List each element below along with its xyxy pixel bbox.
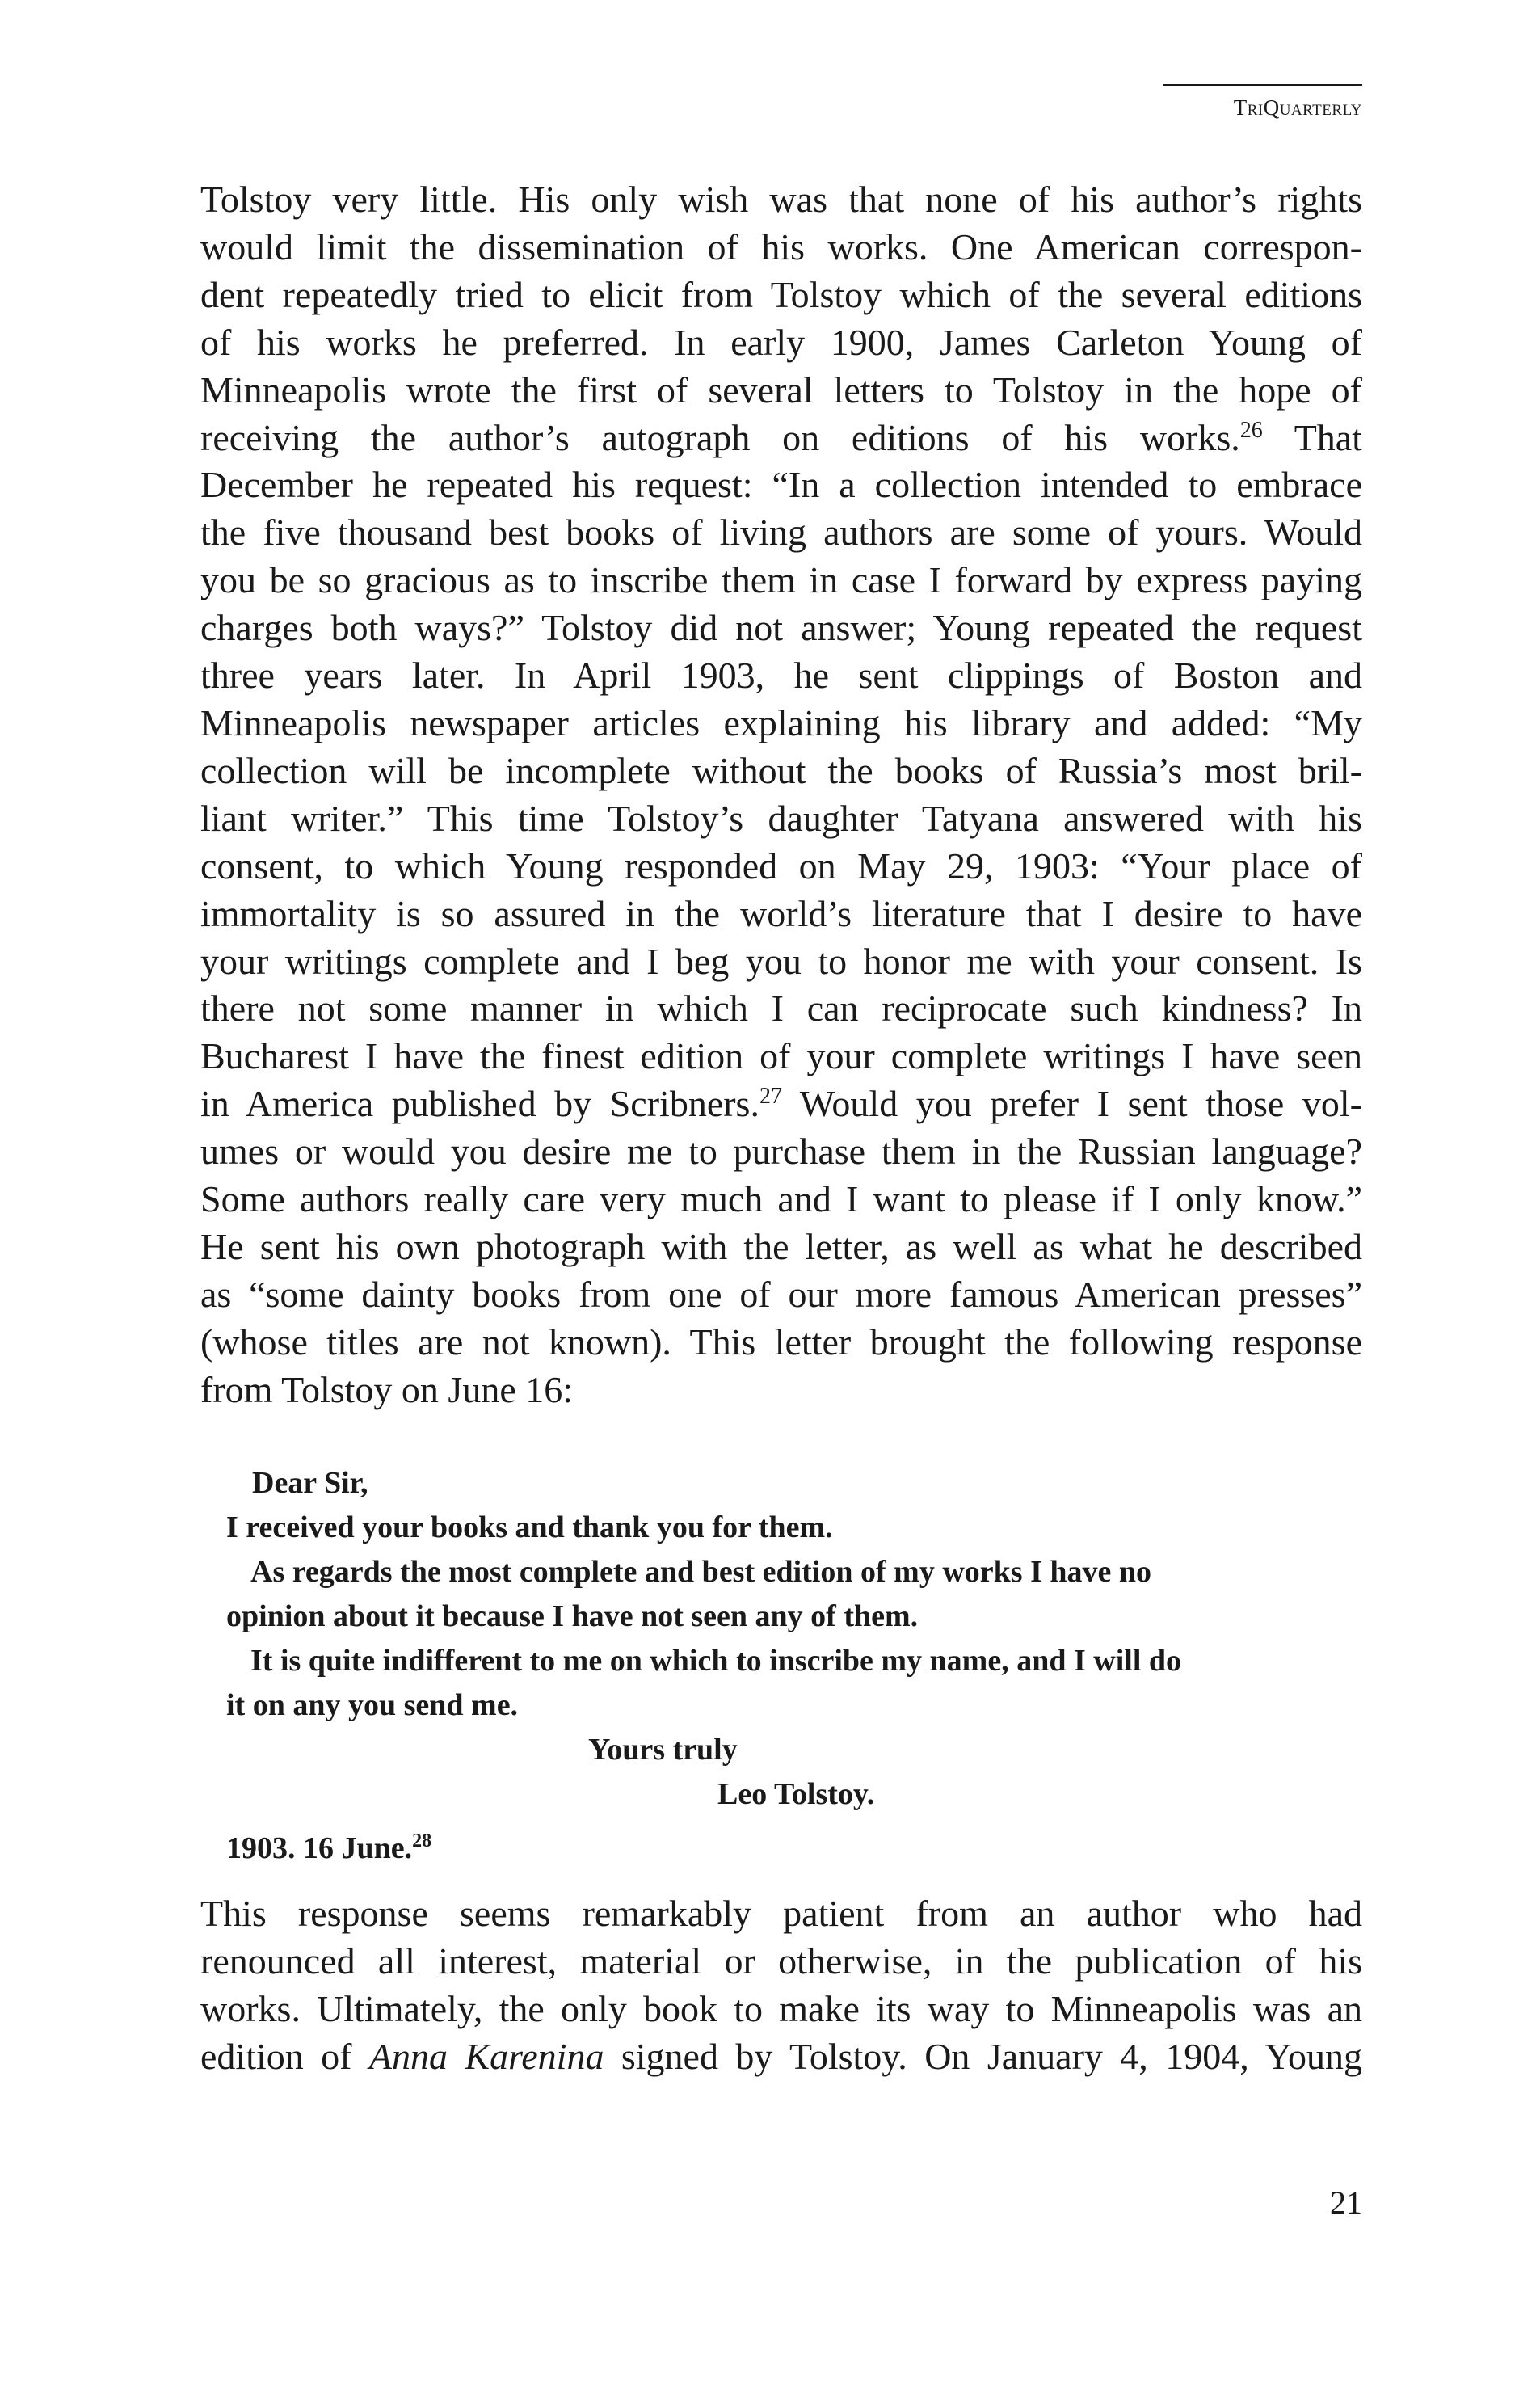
- text-line: collection will be incomplete without the books of Russia’s most bril-: [200, 749, 1362, 791]
- text-segment: That: [1262, 416, 1362, 458]
- footnote-ref-27: 27: [759, 1084, 782, 1110]
- text-line: as “some dainty books from one of our more famous American presses”: [200, 1273, 1362, 1315]
- text-segment: signed by Tolstoy. On January 4, 1904, Young: [604, 2036, 1363, 2077]
- text-line: This response seems remarkably patient from an author who had: [200, 1893, 1362, 1934]
- text-line: from Tolstoy on June 16:: [200, 1368, 574, 1410]
- text-segment: Would you prefer I sent those vol-: [781, 1083, 1362, 1125]
- text-line: [200, 2032, 1362, 2080]
- letter-line: I received your books and thank you for them.: [226, 1510, 833, 1544]
- text-line: Tolstoy very little. His only wish was that none of his author’s rights: [200, 179, 1362, 220]
- page-number: 21: [1330, 2184, 1362, 2221]
- text-line: three years later. In April 1903, he sent clippings of Boston and: [200, 655, 1362, 697]
- text-line: your writings complete and I beg you to honor me with your consent. Is: [200, 940, 1362, 982]
- letter-closing: Yours truly: [588, 1733, 738, 1767]
- text-line: there not some manner in which I can reciprocate such kindness? In: [200, 988, 1362, 1030]
- footnote-ref-26: 26: [1239, 417, 1263, 443]
- letter-line: It is quite indifferent to me on which to inscribe my name, and I will do: [250, 1644, 1182, 1678]
- text-line: charges both ways?” Tolstoy did not answer; Young repeated the request: [200, 607, 1362, 649]
- text-segment: edition of: [200, 2036, 369, 2077]
- book-title: Anna Karenina: [368, 2036, 604, 2077]
- text-line: works. Ultimately, the only book to make its way to Minneapolis was an: [200, 1988, 1362, 2029]
- letter-line: opinion about it because I have not seen any of them.: [226, 1599, 919, 1633]
- text-line: Minneapolis wrote the first of several letters to Tolstoy in the hope of: [200, 369, 1362, 411]
- letter-date: [226, 1826, 431, 1871]
- running-head: [1163, 84, 1362, 120]
- text-line: consent, to which Young responded on May 29, 1903: “Your place of: [200, 845, 1362, 887]
- body-text: [200, 176, 1362, 1414]
- text-line: liant writer.” This time Tolstoy’s daughter Tatyana answered with his: [200, 797, 1362, 839]
- letter-line: As regards the most complete and best edition of my works I have no: [250, 1555, 1151, 1589]
- text-segment: receiving the author’s autograph on editions of his works.: [200, 416, 1240, 458]
- text-line: you be so gracious as to inscribe them in case I forward by express paying: [200, 559, 1362, 601]
- text-segment: in America published by Scribners.: [200, 1083, 759, 1125]
- text-line: He sent his own photograph with the letter, as well as what he described: [200, 1225, 1362, 1267]
- text-line: renounced all interest, material or otherwise, in the publication of his: [200, 1940, 1362, 1982]
- letter-salutation: Dear Sir,: [252, 1466, 368, 1500]
- journal-title: TriQuarterly: [1233, 95, 1362, 120]
- text-line: Bucharest I have the finest edition of your complete writings I have seen: [200, 1035, 1362, 1077]
- footnote-ref-28: 28: [412, 1830, 432, 1851]
- text-line: umes or would you desire me to purchase them in the Russian language?: [200, 1131, 1362, 1173]
- text-line: December he repeated his request: “In a collection intended to embrace: [200, 464, 1362, 506]
- text-line: dent repeatedly tried to elicit from Tolstoy which of the several editions: [200, 273, 1362, 315]
- text-line: immortality is so assured in the world’s literature that I desire to have: [200, 892, 1362, 934]
- text-line-with-footnote: [200, 1080, 1362, 1128]
- text-line: would limit the dissemination of his works. One American correspon-: [200, 225, 1362, 267]
- text-line: Some authors really care very much and I want to please if I only know.”: [200, 1178, 1362, 1220]
- text-line: Minneapolis newspaper articles explaining his library and added: “My: [200, 701, 1362, 743]
- letter-date-text: 1903. 16 June.: [226, 1831, 413, 1865]
- text-line: of his works he preferred. In early 1900, James Carleton Young of: [200, 321, 1362, 363]
- text-line: the five thousand best books of living authors are some of yours. Would: [200, 512, 1362, 554]
- letter-signature: Leo Tolstoy.: [717, 1777, 875, 1811]
- text-line: (whose titles are not known). This letter brought the following response: [200, 1321, 1362, 1363]
- body-text-continued: [200, 1889, 1362, 2080]
- letter-date-row: [200, 1817, 1362, 1865]
- letter-line: it on any you send me.: [226, 1688, 519, 1722]
- letter-quotation: [200, 1461, 1362, 1865]
- text-line-with-footnote: [200, 415, 1362, 462]
